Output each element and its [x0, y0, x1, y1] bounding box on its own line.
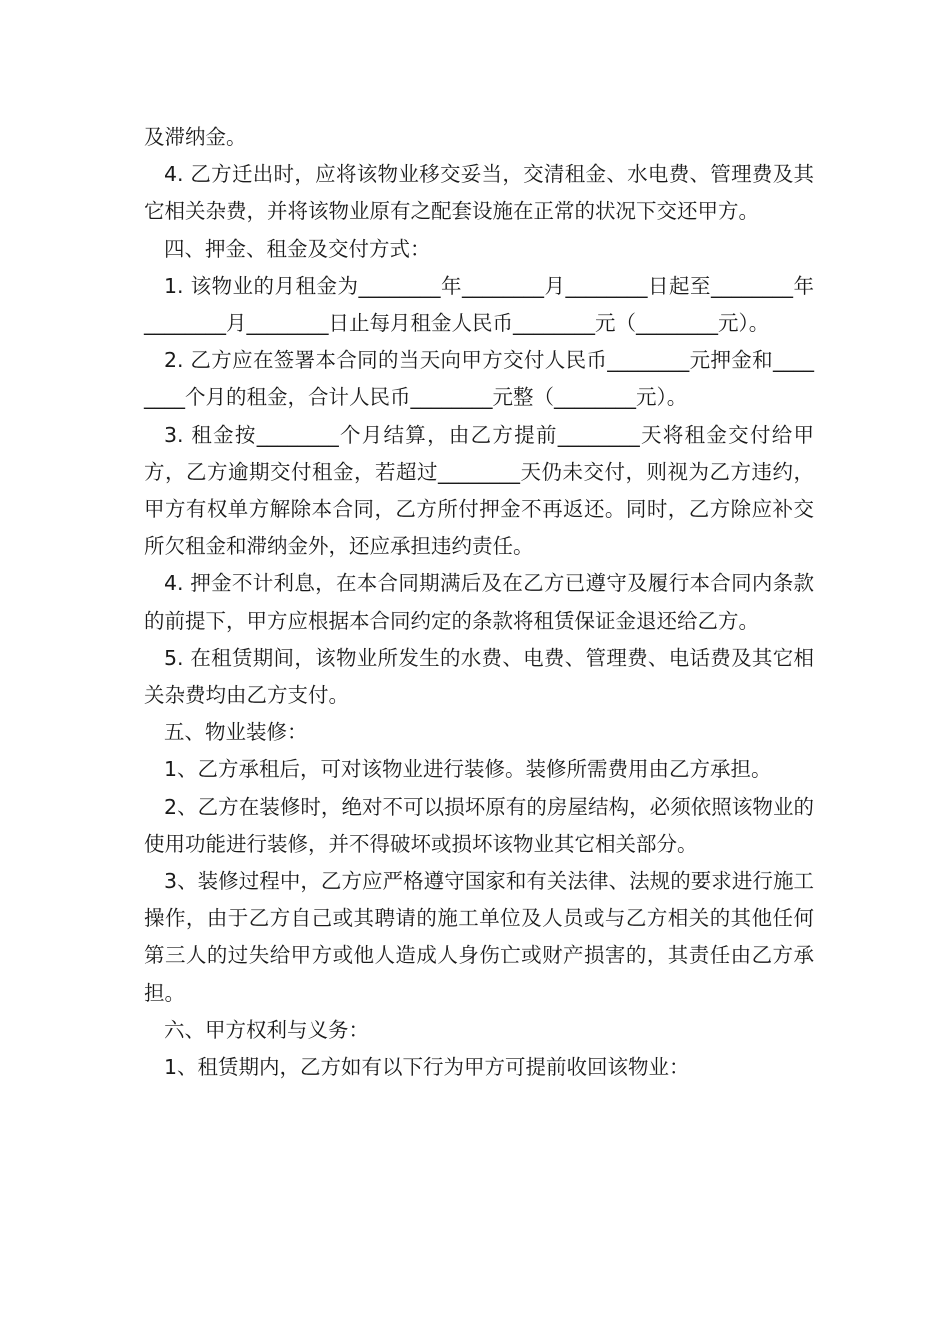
paragraph-early-recovery: 1、租赁期内，乙方如有以下行为甲方可提前收回该物业：	[164, 1055, 690, 1080]
paragraph-renovation-structure: 2、乙方在装修时，绝对不可以损坏原有的房屋结构，必须依照该物业的使用功能进行装修，并不得破坏或损坏该物业其它相关部分。	[144, 794, 814, 856]
paragraph-deposit-interest: 4. 押金不计利息，在本合同期满后及在乙方已遵守及履行本合同内条款的前提下，甲方应根据本合同约定的条款将租赁保证金退还给乙方。	[144, 571, 814, 633]
section-heading-landlord-rights: 六、甲方权利与义务：	[164, 1017, 369, 1042]
section-heading-renovation: 五、物业装修：	[164, 720, 308, 745]
paragraph-renovation-cost: 1、乙方承租后，可对该物业进行装修。装修所需费用由乙方承担。	[164, 757, 772, 782]
section-heading-deposit-rent: 四、押金、租金及交付方式：	[164, 236, 431, 261]
paragraph-rent-settlement: 3. 租金按________个月结算，由乙方提前________天将租金交付给甲方，乙方逾期交付租金，若超过________天仍未交付，则视为乙方违约，甲方有权单方解除本合同，乙方所付押金不再返还。同时，乙方除应补交所欠租金和滞纳金外，还应承担违约责任。	[144, 422, 814, 559]
paragraph-late-fee-end: 及滞纳金。	[144, 125, 247, 149]
paragraph-move-out: 4. 乙方迁出时，应将该物业移交妥当，交清租金、水电费、管理费及其它相关杂费，并将该物业原有之配套设施在正常的状况下交还甲方。	[144, 162, 814, 224]
paragraph-utility-fees: 5. 在租赁期间，该物业所发生的水费、电费、管理费、电话费及其它相关杂费均由乙方支付。	[144, 645, 814, 708]
paragraph-monthly-rent: 1. 该物业的月租金为________年________月________日起至________年________月________日止每月租金人民币________元（________元）。	[144, 273, 814, 336]
paragraph-deposit-payment: 2. 乙方应在签署本合同的当天向甲方交付人民币________元押金和________个月的租金，合计人民币________元整（________元）。	[144, 348, 814, 410]
contract-body	[144, 119, 814, 1086]
paragraph-renovation-liability: 3、装修过程中，乙方应严格遵守国家和有关法律、法规的要求进行施工操作，由于乙方自己或其聘请的施工单位及人员或与乙方相关的其他任何第三人的过失给甲方或他人造成人身伤亡或财产损害的，其责任由乙方承担。	[144, 869, 814, 1005]
